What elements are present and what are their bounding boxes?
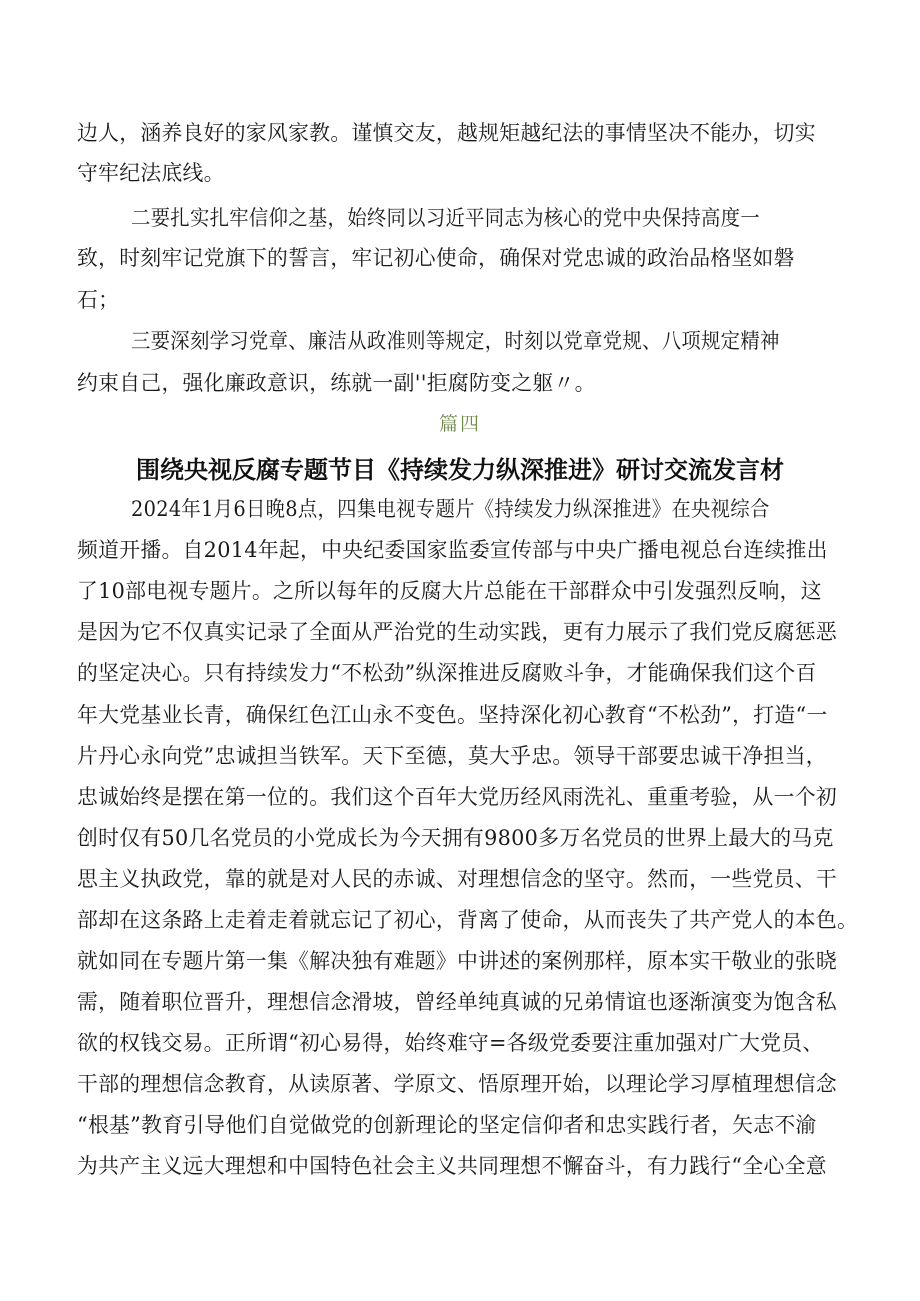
body-line: “根基”教育引导他们自觉做党的创新理论的坚定信仰者和忠实践行者，矢志不渝	[77, 1113, 817, 1137]
paragraph-line: 边人，涵养良好的家风家教。谨慎交友，越规矩越纪法的事情坚决不能办，切实	[77, 121, 816, 145]
body-line: 了10部电视专题片。之所以每年的反腐大片总能在干部群众中引发强烈反响，这	[77, 579, 822, 603]
body-line: 片丹心永向党”忠诚担当铁军。天下至德，莫大乎忠。领导干部要忠诚干净担当，	[77, 744, 827, 768]
body-line: 就如同在专题片第一集《解决独有难题》中讲述的案例那样，原本实干敬业的张晓	[77, 949, 837, 973]
body-line: 年大党基业长青，确保红色江山永不变色。坚持深化初心教育“不松劲”，打造“一	[77, 703, 828, 727]
paragraph-line: 致，时刻牢记党旗下的誓言，牢记初心使命，确保对党忠诚的政治品格坚如磐	[77, 246, 795, 270]
body-line: 2024年1月6日晚8点，四集电视专题片《持续发力纵深推进》在央视综合	[131, 497, 770, 521]
body-line: 部却在这条路上走着走着就忘记了初心，背离了使命，从而丧失了共产党人的本色。	[77, 908, 859, 932]
section-title: 围绕央视反腐专题节目《持续发力纵深推进》研讨交流发言材	[136, 456, 784, 484]
paragraph-line: 守牢纪法底线。	[77, 161, 225, 185]
body-line: 为共产主义远大理想和中国特色社会主义共同理想不懈奋斗，有力践行“全心全意	[77, 1154, 827, 1178]
body-line: 欲的权钱交易。正所谓“初心易得，始终难守=各级党委要注重加强对广大党员、	[77, 1031, 824, 1055]
paragraph-line: 二要扎实扎牢信仰之基，始终同以习近平同志为核心的党中央保持高度一	[131, 206, 760, 230]
paragraph-line: 石；	[77, 288, 120, 312]
body-line: 创时仅有50几名党员的小党成长为今天拥有9800多万名党员的世界上最大的马克	[77, 826, 834, 850]
body-line: 思主义执政党，靠的就是对人民的赤诚、对理想信念的坚守。然而，一些党员、干	[77, 867, 837, 891]
body-line: 是因为它不仅真实记录了全面从严治党的生动实践，更有力展示了我们党反腐惩恶	[77, 620, 837, 644]
paragraph-line: 约束自己，强化廉政意识，练就一副''拒腐防变之躯〃。	[77, 371, 596, 395]
body-line: 的坚定决心。只有持续发力“不松劲”纵深推进反腐败斗争，才能确保我们这个百	[77, 661, 817, 685]
body-line: 干部的理想信念教育，从读原著、学原文、悟原理开始，以理论学习厚植理想信念	[77, 1072, 837, 1096]
body-line: 频道开播。自2014年起，中央纪委国家监委宣传部与中央广播电视总台连续推出	[77, 538, 828, 562]
body-line: 忠诚始终是摆在第一位的。我们这个百年大党历经风雨洗礼、重重考验，从一个初	[77, 785, 837, 809]
paragraph-line: 三要深刻学习党章、廉洁从政准则等规定，时刻以党章党规、八项规定精神	[131, 329, 780, 353]
section-label: 篇四	[438, 413, 481, 435]
body-line: 需，随着职位晋升，理想信念滑坡，曾经单纯真诚的兄弟情谊也逐渐演变为饱含私	[77, 990, 837, 1014]
